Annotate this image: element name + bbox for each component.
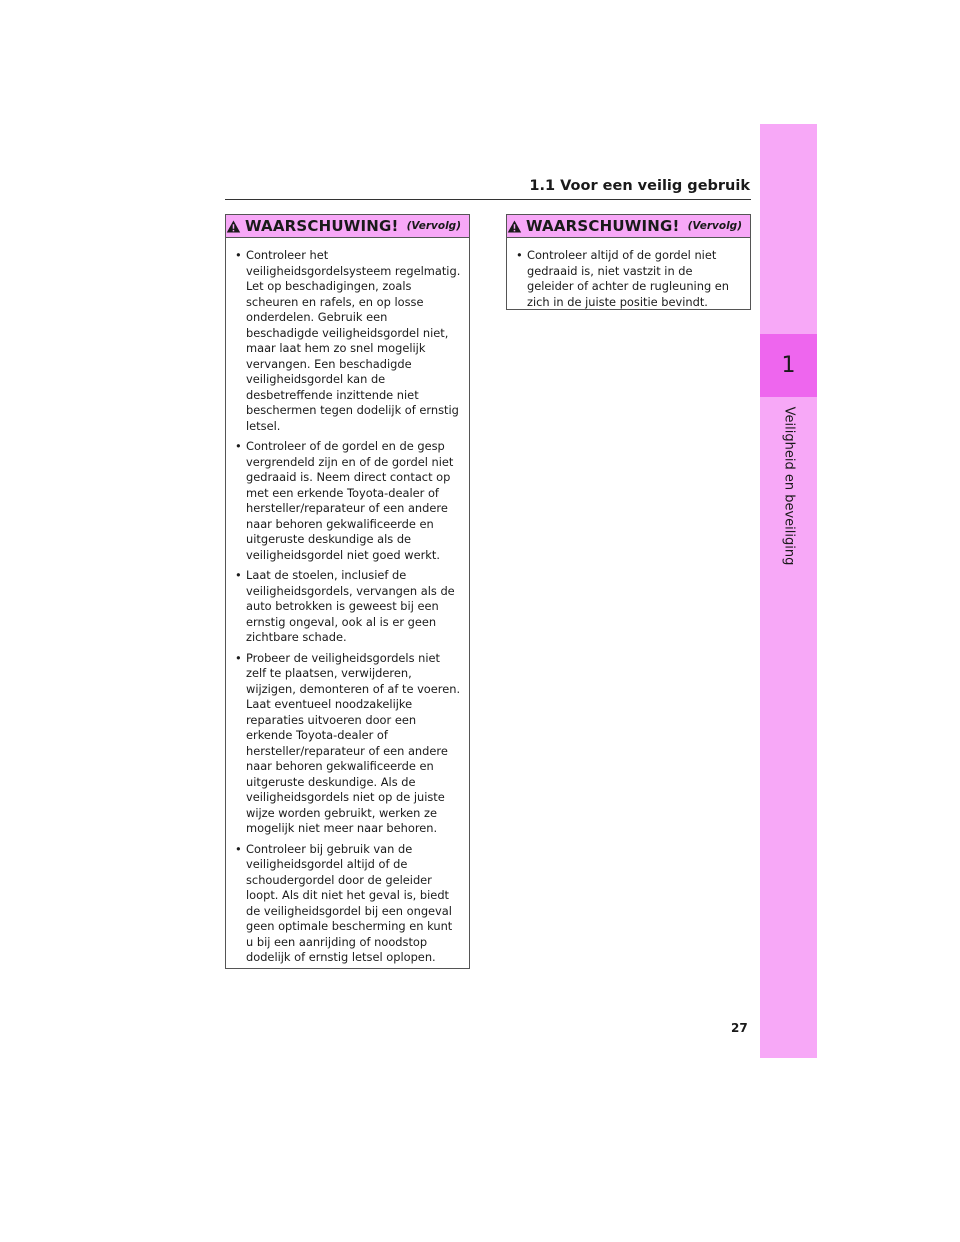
warning-item: • Controleer altijd of de gordel niet gedraaid is, niet vastzit in de geleider of achter de rugleuning en zich in de juiste positie bevindt. bbox=[516, 248, 730, 309]
warning-triangle-icon bbox=[226, 218, 241, 235]
warning-item: • Probeer de veiligheidsgordels niet zelf te plaatsen, verwijderen, wijzigen, demonteren of af te voeren. Laat eventueel noodzakelijke reparaties uitvoeren door een erkende Toyota-dealer of hersteller/reparateur of een andere naar behoren gekwalificeerde en uitgeruste deskundige. Als de veiligheidsgordels niet op de juiste wijze worden gebruikt, werken ze mogelijk niet meer naar behoren. bbox=[235, 650, 461, 835]
bullet-icon: • bbox=[235, 439, 242, 453]
warning-continued-label: (Vervolg) bbox=[687, 220, 742, 232]
warning-box-right bbox=[506, 214, 751, 310]
bullet-icon: • bbox=[516, 248, 523, 262]
bullet-icon: • bbox=[235, 248, 242, 262]
bullet-icon: • bbox=[235, 650, 242, 665]
bullet-icon: • bbox=[235, 841, 242, 856]
page-number: 27 bbox=[731, 1021, 748, 1035]
warning-item: • Laat de stoelen, inclusief de veiligheidsgordels, vervangen als de auto betrokken is geweest bij een ernstig ongeval, ook al is er geen zichtbare schade. bbox=[235, 568, 455, 644]
warning-title: WAARSCHUWING! bbox=[244, 217, 399, 235]
warning-triangle-icon bbox=[507, 218, 522, 235]
warning-box-left bbox=[225, 214, 470, 969]
warning-list bbox=[226, 238, 469, 977]
warning-item: • Controleer het veiligheidsgordelsysteem regelmatig. Let op beschadigingen, zoals scheuren en rafels, en op losse onderdelen. Gebruik een beschadigde veiligheidsgordel niet, maar laat hem zo snel mogelijk vervangen. Een beschadigde veiligheidsgordel kan de desbetreffende inzittende niet beschermen tegen dodelijk of ernstig letsel. bbox=[235, 248, 461, 433]
bullet-icon: • bbox=[235, 568, 242, 582]
warning-list bbox=[507, 238, 750, 321]
warning-continued-label: (Vervolg) bbox=[406, 220, 461, 232]
chapter-side-tab bbox=[760, 124, 817, 1058]
warning-title: WAARSCHUWING! bbox=[525, 217, 680, 235]
warning-header bbox=[507, 215, 750, 238]
warning-header bbox=[226, 215, 469, 238]
header-divider bbox=[225, 199, 751, 200]
chapter-number-tab[interactable] bbox=[760, 334, 817, 397]
warning-item: • Controleer of de gordel en de gesp vergrendeld zijn en of de gordel niet gedraaid is. Neem direct contact op met een erkende Toyota-dealer of hersteller/reparateur of een andere naar behoren gekwalificeerde en uitgeruste deskundige als de veiligheidsgordel niet goed werkt. bbox=[235, 439, 454, 562]
chapter-number: 1 bbox=[781, 353, 796, 378]
section-title: 1.1 Voor een veilig gebruik bbox=[529, 178, 750, 194]
chapter-title-vertical: Veiligheid en beveiliging bbox=[781, 406, 797, 566]
warning-item: • Controleer bij gebruik van de veiligheidsgordel altijd of de schoudergordel door de geleider loopt. Als dit niet het geval is, biedt de veiligheidsgordel bij een ongeval geen optimale bescherming en kunt u bij een aanrijding of noodstop dodelijk of ernstig letsel oplopen. bbox=[235, 841, 453, 964]
